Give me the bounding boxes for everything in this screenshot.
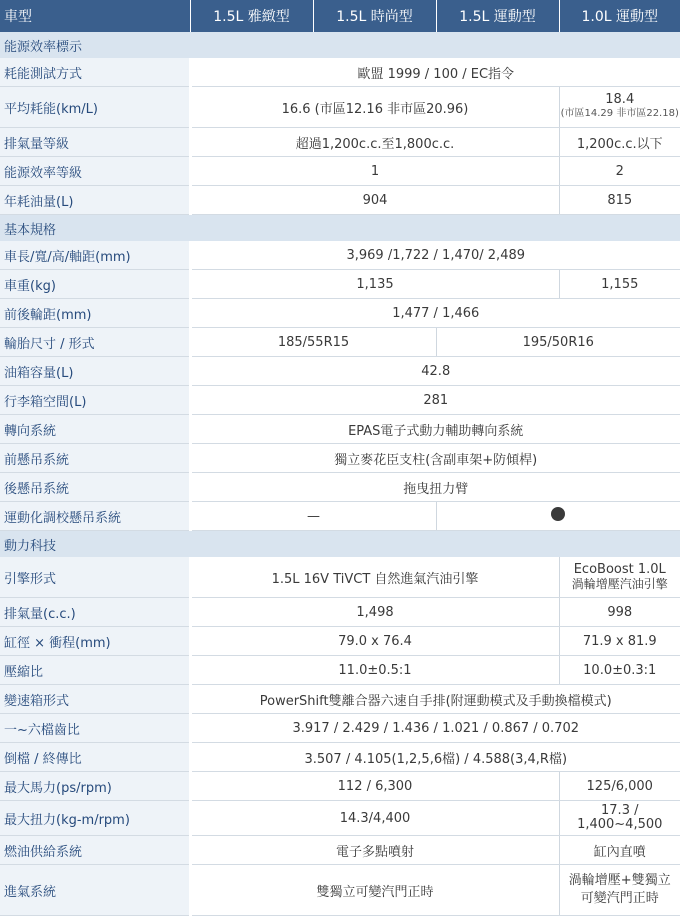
section-basic: 基本規格 xyxy=(0,215,680,242)
row-label: 後懸吊系統 xyxy=(0,473,190,502)
row-label: 前後輪距(mm) xyxy=(0,299,190,328)
value-10: 2 xyxy=(559,157,680,186)
value-10: 71.9 x 81.9 xyxy=(559,627,680,656)
value-10-sub: (市區14.29 非市區22.18) xyxy=(560,107,680,121)
row-label: 車重(kg) xyxy=(0,270,190,299)
spec-row xyxy=(0,865,680,916)
row-label: 轉向系統 xyxy=(0,415,190,444)
row-label: 變速箱形式 xyxy=(0,685,190,714)
value-10-line2: 1,400~4,500 xyxy=(560,818,680,832)
value-all: 1,477 / 1,466 xyxy=(190,299,680,328)
spec-row xyxy=(0,299,680,328)
value-10: 1,155 xyxy=(559,270,680,299)
spec-row xyxy=(0,685,680,714)
value-all: 281 xyxy=(190,386,680,415)
spec-row xyxy=(0,772,680,801)
value-all: 42.8 xyxy=(190,357,680,386)
value-15: 電子多點噴射 xyxy=(190,836,559,865)
section-row xyxy=(0,215,680,242)
value-10: 1,200c.c.以下 xyxy=(559,128,680,157)
row-label: 前懸吊系統 xyxy=(0,444,190,473)
spec-row xyxy=(0,328,680,357)
value-10-line2: 可變汽門正時 xyxy=(560,890,680,908)
value-10-line1: EcoBoost 1.0L xyxy=(560,563,680,577)
value-10 xyxy=(559,865,680,916)
spec-row xyxy=(0,58,680,87)
value-15: 1.5L 16V TiVCT 自然進氣汽油引擎 xyxy=(190,557,559,598)
section-energy: 能源效率標示 xyxy=(0,32,680,58)
model-header-1: 1.5L 雅緻型 xyxy=(190,0,313,32)
value-15: 雙獨立可變汽門正時 xyxy=(190,865,559,916)
value-10: 125/6,000 xyxy=(559,772,680,801)
value-all: 拖曳扭力臂 xyxy=(190,473,680,502)
value-15: 112 / 6,300 xyxy=(190,772,559,801)
spec-row xyxy=(0,157,680,186)
row-label: 能源效率等級 xyxy=(0,157,190,186)
filled-dot-icon xyxy=(551,507,565,521)
spec-row xyxy=(0,801,680,836)
row-label: 進氣系統 xyxy=(0,865,190,916)
row-label: 一~六檔齒比 xyxy=(0,714,190,743)
row-label: 最大馬力(ps/rpm) xyxy=(0,772,190,801)
spec-row xyxy=(0,357,680,386)
row-label: 倒檔 / 終傳比 xyxy=(0,743,190,772)
spec-row xyxy=(0,270,680,299)
value-15: 超過1,200c.c.至1,800c.c. xyxy=(190,128,559,157)
value-10: 缸內直噴 xyxy=(559,836,680,865)
value-10: 998 xyxy=(559,598,680,627)
value-15: 16.6 (市區12.16 非市區20.96) xyxy=(190,87,559,128)
spec-row xyxy=(0,598,680,627)
row-label: 平均耗能(km/L) xyxy=(0,87,190,128)
row-label: 耗能測試方式 xyxy=(0,58,190,87)
value-right xyxy=(436,502,680,531)
row-label: 排氣量(c.c.) xyxy=(0,598,190,627)
row-label: 年耗油量(L) xyxy=(0,186,190,215)
row-label: 排氣量等級 xyxy=(0,128,190,157)
model-header-4: 1.0L 運動型 xyxy=(559,0,680,32)
value-15: 1,135 xyxy=(190,270,559,299)
row-label: 壓縮比 xyxy=(0,656,190,685)
row-label: 最大扭力(kg-m/rpm) xyxy=(0,801,190,836)
value-15: 1,498 xyxy=(190,598,559,627)
section-row xyxy=(0,531,680,558)
row-label: 引擎形式 xyxy=(0,557,190,598)
section-power: 動力科技 xyxy=(0,531,680,558)
value-10: 10.0±0.3:1 xyxy=(559,656,680,685)
spec-row xyxy=(0,714,680,743)
row-label: 輪胎尺寸 / 形式 xyxy=(0,328,190,357)
value-10-line2: 渦輪增壓汽油引擎 xyxy=(560,577,680,591)
spec-row xyxy=(0,87,680,128)
row-label: 運動化調校懸吊系統 xyxy=(0,502,190,531)
spec-row xyxy=(0,627,680,656)
section-row xyxy=(0,32,680,58)
value-all: 3,969 /1,722 / 1,470/ 2,489 xyxy=(190,241,680,270)
spec-row xyxy=(0,502,680,531)
spec-row xyxy=(0,656,680,685)
row-label: 車長/寬/高/軸距(mm) xyxy=(0,241,190,270)
spec-row xyxy=(0,557,680,598)
spec-row xyxy=(0,386,680,415)
spec-row xyxy=(0,473,680,502)
spec-row xyxy=(0,186,680,215)
value-all: 3.507 / 4.105(1,2,5,6檔) / 4.588(3,4,R檔) xyxy=(190,743,680,772)
value-all: 3.917 / 2.429 / 1.436 / 1.021 / 0.867 / 0.702 xyxy=(190,714,680,743)
model-header-2: 1.5L 時尚型 xyxy=(313,0,436,32)
value-10-main: 18.4 xyxy=(560,93,680,107)
value-left: — xyxy=(190,502,436,531)
value-10 xyxy=(559,557,680,598)
value-15: 904 xyxy=(190,186,559,215)
value-15: 1 xyxy=(190,157,559,186)
value-10 xyxy=(559,801,680,836)
header-label: 車型 xyxy=(0,0,190,32)
row-label: 缸徑 × 衝程(mm) xyxy=(0,627,190,656)
value-all: 歐盟 1999 / 100 / EC指令 xyxy=(190,58,680,87)
value-left: 185/55R15 xyxy=(190,328,436,357)
model-header-3: 1.5L 運動型 xyxy=(436,0,559,32)
value-all: 獨立麥花臣支柱(含副車架+防傾桿) xyxy=(190,444,680,473)
value-10-line1: 渦輪增壓+雙獨立 xyxy=(560,872,680,890)
spec-row xyxy=(0,128,680,157)
value-10: 815 xyxy=(559,186,680,215)
spec-row xyxy=(0,743,680,772)
value-all: EPAS電子式動力輔助轉向系統 xyxy=(190,415,680,444)
spec-row xyxy=(0,444,680,473)
value-10-line1: 17.3 / xyxy=(560,804,680,818)
spec-row xyxy=(0,836,680,865)
value-all: PowerShift雙離合器六速自手排(附運動模式及手動換檔模式) xyxy=(190,685,680,714)
header-row xyxy=(0,0,680,32)
value-10 xyxy=(559,87,680,128)
value-15: 79.0 x 76.4 xyxy=(190,627,559,656)
value-15: 14.3/4,400 xyxy=(190,801,559,836)
row-label: 燃油供給系統 xyxy=(0,836,190,865)
spec-row xyxy=(0,241,680,270)
value-right: 195/50R16 xyxy=(436,328,680,357)
row-label: 油箱容量(L) xyxy=(0,357,190,386)
spec-row xyxy=(0,415,680,444)
value-15: 11.0±0.5:1 xyxy=(190,656,559,685)
row-label: 行李箱空間(L) xyxy=(0,386,190,415)
